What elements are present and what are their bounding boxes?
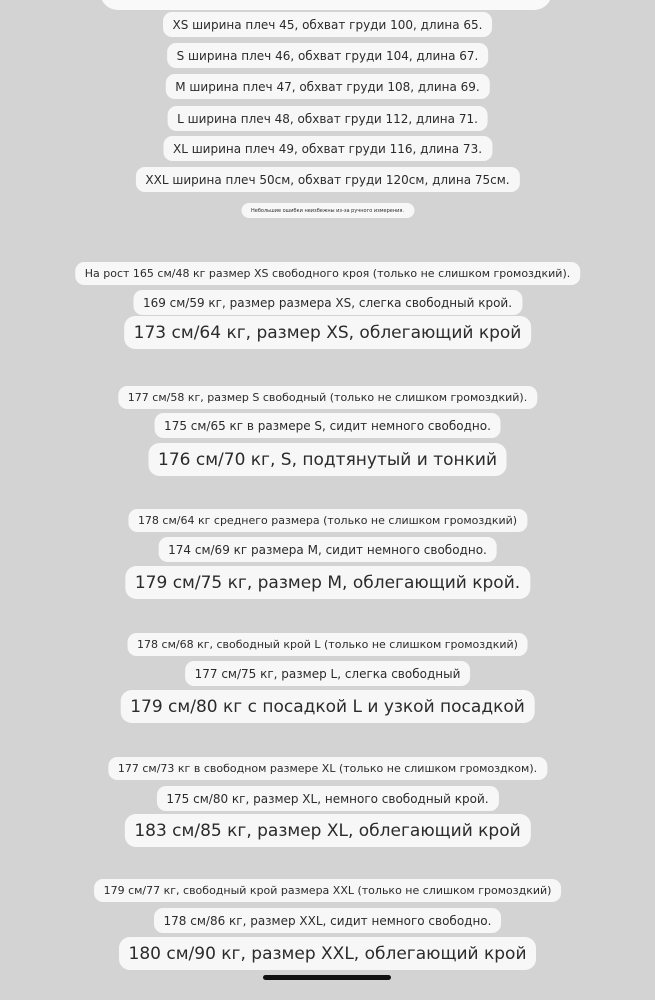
fit-example-slightly-loose: 175 см/80 кг, размер XL, немного свободный крой. [156, 786, 498, 811]
home-indicator[interactable] [263, 975, 391, 980]
size-row-xxl: XXL ширина плеч 50см, обхват груди 120см, длина 75см. [135, 167, 519, 192]
fit-example-slightly-loose: 174 см/69 кг размера M, сидит немного свободно. [158, 537, 497, 562]
fit-example-fitted: 179 см/75 кг, размер M, облегающий крой. [125, 566, 530, 599]
fit-example-loose: 179 см/77 кг, свободный крой размера XXL (только не слишком громоздкий) [94, 879, 562, 902]
fit-example-slightly-loose: 169 см/59 кг, размер размера XS, слегка свободный крой. [133, 290, 522, 315]
size-row-s: S ширина плеч 46, обхват груди 104, длина 67. [167, 43, 489, 68]
fit-example-loose: 178 см/64 кг среднего размера (только не слишком громоздкий) [128, 509, 527, 532]
fit-example-loose: 177 см/58 кг, размер S свободный (только не слишком громоздкий). [118, 386, 537, 409]
top-card [100, 0, 552, 10]
fit-example-loose: На рост 165 см/48 кг размер XS свободного кроя (только не слишком громоздкий). [75, 262, 580, 285]
size-row-xl: XL ширина плеч 49, обхват груди 116, длина 73. [163, 136, 492, 161]
fit-example-slightly-loose: 178 см/86 кг, размер XXL, сидит немного свободно. [154, 908, 502, 933]
fit-example-fitted: 183 см/85 кг, размер XL, облегающий крой [124, 814, 530, 847]
fit-example-fitted: 173 см/64 кг, размер XS, облегающий крой [124, 316, 532, 349]
fit-example-slightly-loose: 177 см/75 кг, размер L, слегка свободный [185, 661, 471, 686]
fit-example-fitted: 180 см/90 кг, размер XXL, облегающий крой [119, 937, 537, 970]
size-row-m: M ширина плеч 47, обхват груди 108, длина 69. [165, 74, 489, 99]
fit-example-fitted: 176 см/70 кг, S, подтянутый и тонкий [148, 443, 507, 476]
fit-example-loose: 177 см/73 кг в свободном размере XL (только не слишком громоздком). [108, 757, 547, 780]
fit-example-slightly-loose: 175 см/65 кг в размере S, сидит немного свободно. [154, 413, 501, 438]
size-row-l: L ширина плеч 48, обхват груди 112, длина 71. [167, 106, 488, 131]
size-row-xs: XS ширина плеч 45, обхват груди 100, длина 65. [163, 12, 493, 37]
fit-example-loose: 178 см/68 кг, свободный крой L (только не слишком громоздкий) [127, 633, 528, 656]
fit-example-fitted: 179 см/80 кг с посадкой L и узкой посадкой [120, 690, 535, 723]
measurement-note: Небольшие ошибки неизбежны из-за ручного измерения. [241, 203, 414, 218]
